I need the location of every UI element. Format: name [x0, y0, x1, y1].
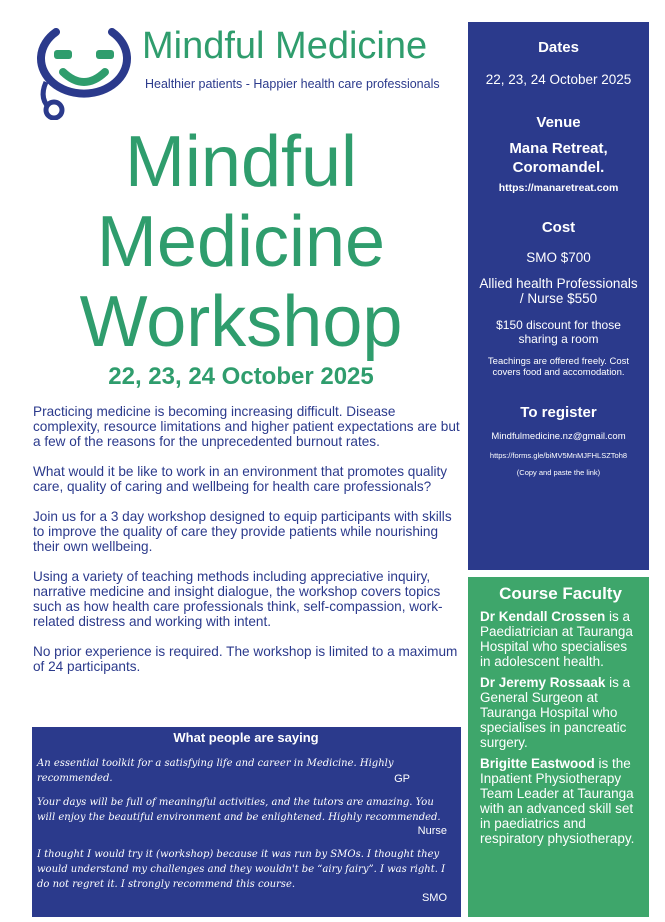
testimonial [37, 847, 455, 905]
venue-website-link[interactable]: https://manaretreat.com [498, 182, 619, 194]
intro-text [33, 404, 463, 689]
faculty-name: Dr Jeremy Rossaak [480, 675, 606, 690]
faculty-bio: is the Inpatient Physiotherapy Team Leader at Tauranga with an advanced skill set in paediatrics and respiratory physiotherapy. [480, 756, 635, 846]
testimonial-attribution: GP [394, 773, 410, 785]
faculty-heading: Course Faculty [499, 584, 622, 603]
venue-heading: Venue [536, 114, 581, 131]
brand-name: Mindful Medicine [142, 25, 428, 67]
register-form-link[interactable]: https://forms.gle/biMV5MnMJFHLSZToh8 [489, 451, 628, 460]
cost-note: Teachings are offered freely. Cost covers food and accomodation. [487, 356, 630, 378]
title-line-3: Workshop [79, 282, 403, 362]
intro-paragraph: No prior experience is required. The workshop is limited to a maximum of 24 participants. [33, 644, 458, 674]
cost-allied: Allied health Professionals / Nurse $550 [479, 276, 638, 306]
brand-tagline: Healthier patients - Happier health care professionals [145, 77, 440, 91]
faculty-bio: is a Paediatrician at Tauranga Hospital who specialises in adolescent health. [480, 609, 633, 669]
cost-discount: $150 discount for those sharing a room [496, 318, 621, 346]
event-info-panel [468, 22, 649, 570]
register-email[interactable]: Mindfulmedicine.nz@gmail.com [491, 431, 626, 442]
testimonial-text: Your days will be full of meaningful activities, and the tutors are amazing. You will enjoy the beautiful environment and be enlightened. Highly recommended. [37, 797, 441, 823]
testimonial-attribution: Nurse [417, 825, 447, 837]
testimonial-text: I thought I would try it (workshop) because it was run by SMOs. I thought they would understand my challenges and they wouldn't be “airy fairy”. I was right. I do not regret it. I strongly recommend this course. [37, 849, 446, 890]
intro-paragraph: Practicing medicine is becoming increasing difficult. Disease complexity, resource limitations and higher patient expectations are but a few of the reasons for the unprecedented burnout rates. [33, 404, 460, 449]
workshop-title [26, 122, 456, 362]
intro-paragraph: What would it be like to work in an environment that promotes quality care, quality of caring and wellbeing for health care professionals? [33, 464, 448, 494]
testimonial-attribution: SMO [421, 892, 447, 904]
intro-paragraph: Using a variety of teaching methods including appreciative inquiry, narrative medicine and insight dialogue, the workshop covers topics such as how health care professionals think, self-compassion, work-related distress and working with intent. [33, 569, 443, 629]
testimonials-box [32, 727, 461, 917]
faculty-member [480, 756, 641, 846]
register-heading: To register [520, 404, 597, 421]
dates-heading: Dates [538, 39, 579, 56]
cost-heading: Cost [541, 219, 576, 236]
course-faculty-panel [468, 577, 649, 917]
faculty-member [480, 675, 641, 750]
intro-paragraph: Join us for a 3 day workshop designed to equip participants with skills to improve the quality of care they provide patients while nourishing their own wellbeing. [33, 509, 452, 554]
testimonials-heading: What people are saying [173, 730, 319, 745]
dates-value: 22, 23, 24 October 2025 [485, 72, 632, 87]
cost-smo: SMO $700 [526, 250, 591, 265]
smiley-stethoscope-logo [32, 20, 137, 120]
testimonial [37, 756, 455, 786]
venue-name-line-2: Coromandel. [512, 159, 605, 176]
title-line-2: Medicine [96, 202, 386, 282]
testimonial-text: An essential toolkit for a satisfying life and career in Medicine. Highly recommended. [37, 758, 394, 784]
faculty-name: Brigitte Eastwood [480, 756, 595, 771]
workshop-dates: 22, 23, 24 October 2025 [108, 363, 374, 390]
testimonial [37, 795, 455, 838]
venue-name-line-1: Mana Retreat, [509, 140, 608, 157]
faculty-name: Dr Kendall Crossen [480, 609, 606, 624]
faculty-member [480, 609, 641, 669]
register-note: (Copy and paste the link) [516, 468, 601, 477]
title-line-1: Mindful [124, 122, 358, 202]
faculty-bio: is a General Surgeon at Tauranga Hospital who specialises in pancreatic surgery. [480, 675, 631, 750]
